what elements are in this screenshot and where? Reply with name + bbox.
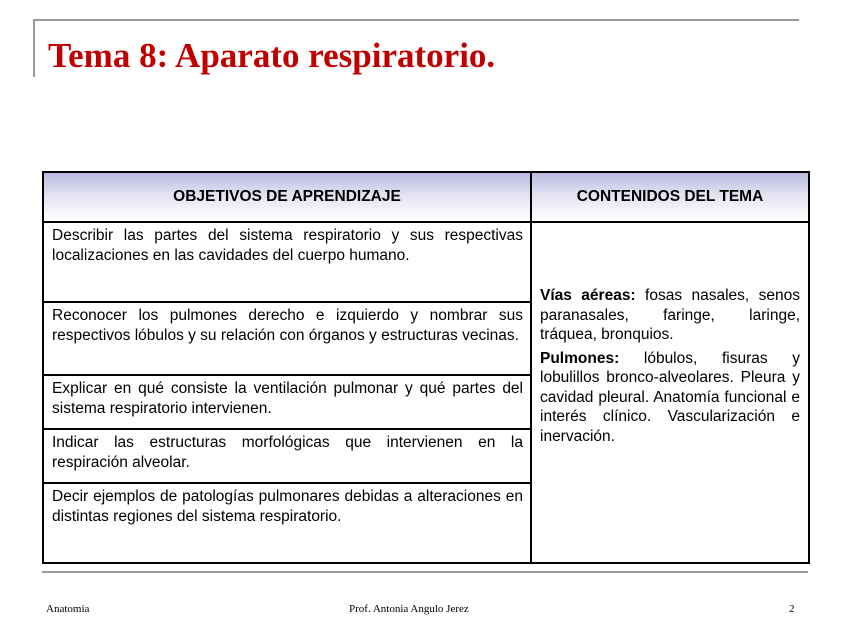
objectives-table [42,171,810,564]
objetivo-5: Decir ejemplos de patologías pulmonares debidas a alteraciones en distintas regiones del sistema respiratorio. [43,483,531,563]
objetivo-3: Explicar en qué consiste la ventilación pulmonar y qué partes del sistema respiratorio intervienen. [43,375,531,429]
table-header-row [43,172,809,222]
footer-author: Prof. Antonia Angulo Jerez [349,603,469,615]
pulmones-label: Pulmones: [540,349,620,367]
page-number: 2 [789,603,795,615]
top-rule [33,19,799,21]
table-row [43,222,809,302]
bottom-rule [42,571,808,573]
objetivo-2: Reconocer los pulmones derecho e izquierdo y nombrar sus respectivos lóbulos y su relación con órganos y estructuras vecinas. [43,302,531,375]
footer-subject: Anatomía [46,603,90,615]
pulmones-text: lóbulos, fisuras y lobulillos bronco-alveolares. Pleura y cavidad pleural. Anatomía funcional e interés clínico. Vascularización e inervación. [540,349,800,445]
left-rule [33,19,35,77]
contenidos-cell [531,222,809,563]
contenido-vias [540,286,800,345]
vias-text: fosas nasales, senos paranasales, faringe, laringe, tráquea, bronquios. [540,287,800,343]
vias-label: Vías aéreas: [540,287,636,304]
slide-title: Tema 8: Aparato respiratorio. [48,36,496,75]
header-objetivos: OBJETIVOS DE APRENDIZAJE [43,172,531,222]
contenido-pulmones [540,349,800,447]
header-contenidos: CONTENIDOS DEL TEMA [531,172,809,222]
objetivo-1: Describir las partes del sistema respiratorio y sus respectivas localizaciones en las cavidades del cuerpo humano. [43,222,531,302]
objetivo-4: Indicar las estructuras morfológicas que intervienen en la respiración alveolar. [43,429,531,483]
